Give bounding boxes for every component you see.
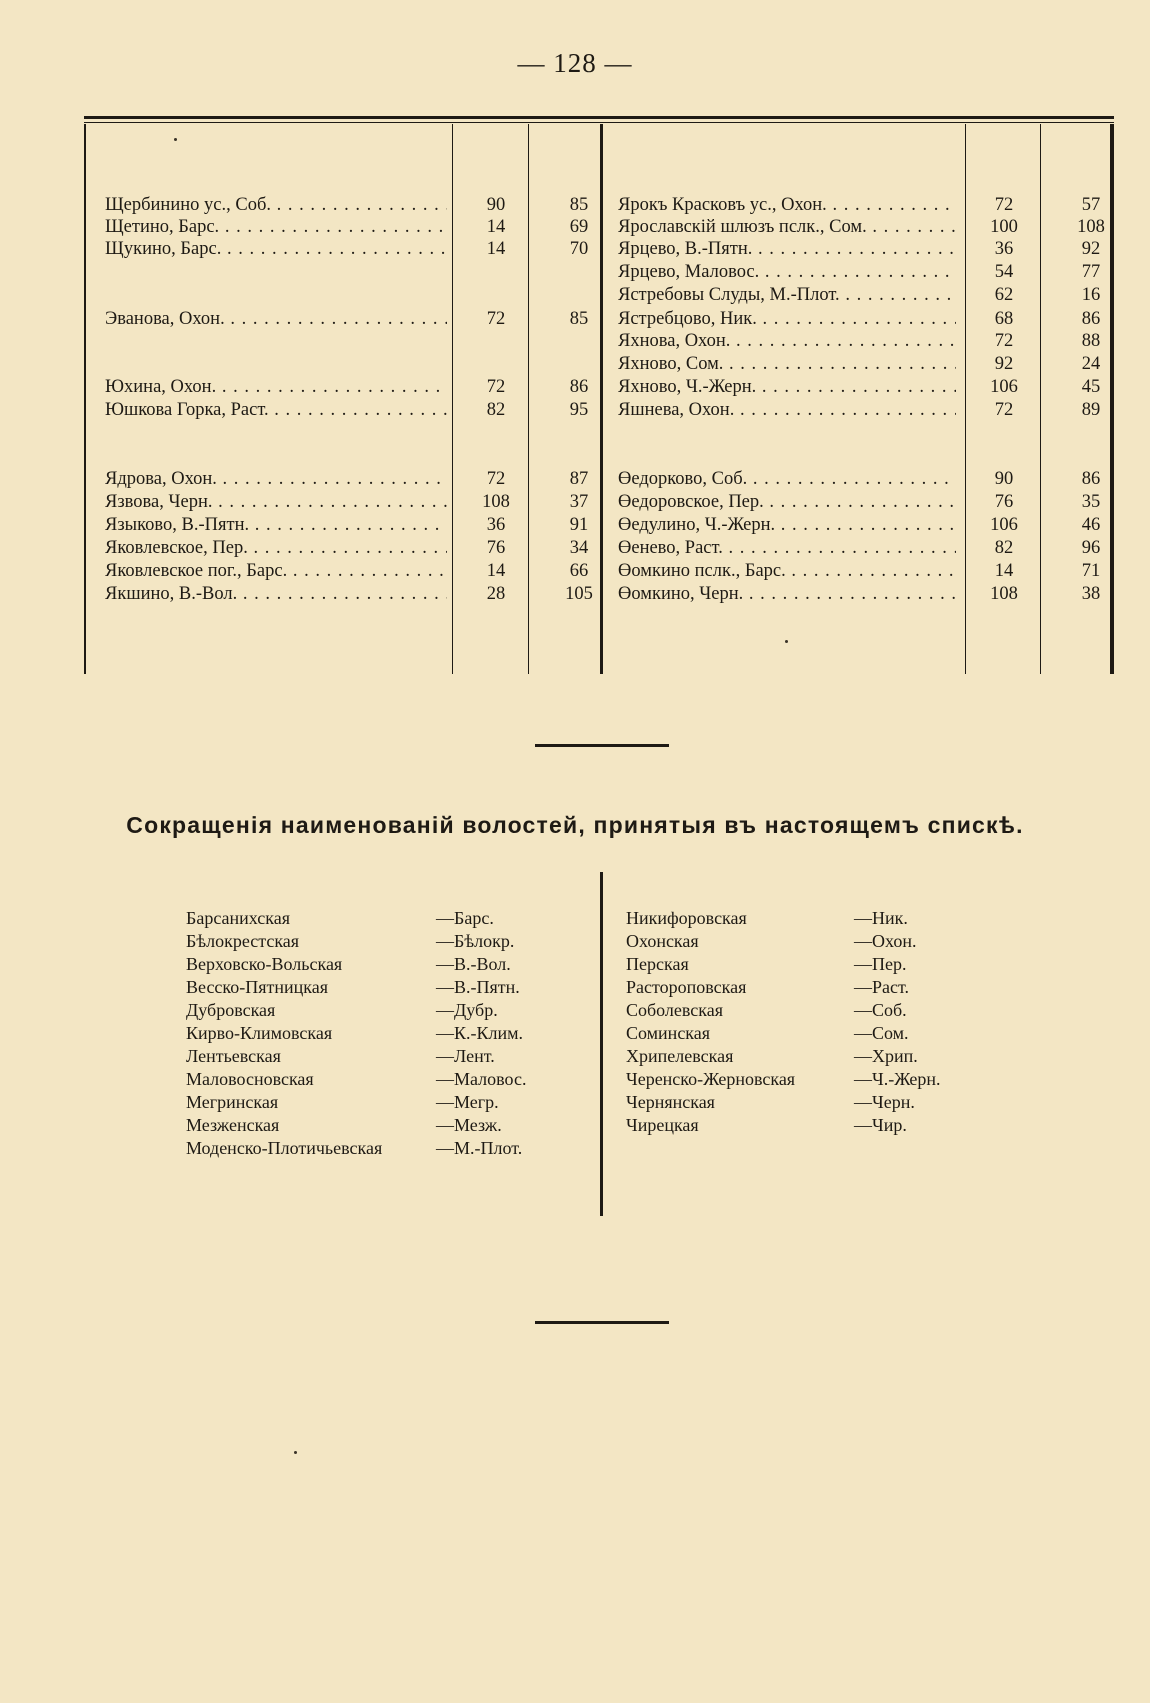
volost-full-name: Дубровская — [186, 1000, 276, 1020]
page-ref-2: 91 — [569, 515, 589, 535]
place-name: Языково, В.-Пятн. . . . — [105, 514, 447, 536]
abbreviation-row — [626, 999, 986, 1022]
list-item — [618, 308, 1128, 330]
abbreviation-row — [626, 953, 986, 976]
list-item — [618, 399, 1128, 421]
volost-full-name: Мезженская — [186, 1115, 280, 1135]
page-number: — 128 — — [517, 48, 633, 78]
volost-full-name: Барсанихская — [186, 908, 291, 928]
page-ref-2: 85 — [569, 309, 589, 329]
page-ref-2: 35 — [1081, 492, 1101, 512]
volost-abbreviation: —Барс. — [436, 908, 494, 928]
page-ref-1: 36 — [994, 239, 1014, 259]
abbreviation-row — [626, 976, 986, 999]
place-name: Өенево, Раст. . . . — [618, 537, 956, 559]
page-ref-1: 14 — [994, 561, 1014, 581]
abbreviation-row — [626, 1045, 986, 1068]
abbreviation-row — [186, 999, 586, 1022]
list-item — [618, 216, 1128, 238]
section-divider — [535, 744, 669, 747]
page-ref-1: 106 — [990, 515, 1018, 535]
place-name: Язвова, Черн. . . . — [105, 491, 447, 513]
list-item — [618, 514, 1128, 536]
volost-abbreviation: —Чир. — [854, 1115, 907, 1135]
place-name: Эванова, Охон. . . . — [105, 308, 447, 330]
page-ref-2: 24 — [1081, 354, 1101, 374]
volost-full-name: Чирецкая — [626, 1115, 699, 1135]
volost-abbreviation: —В.-Пятн. — [436, 977, 520, 997]
list-item — [105, 583, 617, 605]
page-ref-2: 96 — [1081, 538, 1101, 558]
list-item — [105, 376, 617, 398]
list-item — [618, 560, 1128, 582]
volost-abbreviation: —Мезж. — [436, 1115, 502, 1135]
abbreviations-heading: Сокращенія наименованій волостей, принятыя въ настоящемъ спискѣ. — [126, 812, 1024, 838]
page-ref-1: 54 — [994, 262, 1014, 282]
abbreviation-row — [626, 1114, 986, 1137]
abbreviation-row — [186, 1045, 586, 1068]
list-item — [618, 353, 1128, 375]
volost-abbreviation: —Ник. — [854, 908, 908, 928]
list-item — [618, 284, 1128, 306]
abbreviation-row — [186, 907, 586, 930]
page-ref-1: 28 — [486, 584, 506, 604]
place-name: Ярцево, Маловос. . . . — [618, 261, 956, 283]
place-name: Яковлевское пог., Барс. . . . — [105, 560, 447, 582]
print-speck — [174, 138, 177, 141]
page-ref-2: 34 — [569, 538, 589, 558]
list-item — [105, 537, 617, 559]
volost-full-name: Хрипелевская — [626, 1046, 734, 1066]
volost-full-name: Соболевская — [626, 1000, 724, 1020]
volost-abbreviation: —Сом. — [854, 1023, 909, 1043]
volost-abbreviation: —Пер. — [854, 954, 907, 974]
abbreviations-divider — [600, 872, 603, 1216]
place-name: Ярокъ Красковъ ус., Охон. . . . — [618, 194, 956, 216]
page-ref-2: 69 — [569, 217, 589, 237]
list-item — [105, 514, 617, 536]
page-ref-1: 72 — [486, 377, 506, 397]
place-name: Ястребцово, Ник. . . . — [618, 308, 956, 330]
page-ref-2: 66 — [569, 561, 589, 581]
place-name: Яхново, Сом. . . . — [618, 353, 956, 375]
place-name: Щукино, Барс. . . . — [105, 238, 447, 260]
abbreviation-row — [186, 953, 586, 976]
abbreviation-row — [626, 1068, 986, 1091]
place-name: Ястребовы Слуды, М.-Плот. . . . — [618, 284, 956, 306]
page-ref-1: 72 — [994, 331, 1014, 351]
abbreviation-row — [186, 930, 586, 953]
page-ref-2: 71 — [1081, 561, 1101, 581]
page-ref-2: 89 — [1081, 400, 1101, 420]
print-speck — [294, 1451, 297, 1454]
table-border-left — [84, 124, 86, 674]
page-ref-2: 70 — [569, 239, 589, 259]
list-item — [618, 238, 1128, 260]
place-name: Өедоровское, Пер. . . . — [618, 491, 956, 513]
page-ref-1: 92 — [994, 354, 1014, 374]
volost-full-name: Мегринская — [186, 1092, 279, 1112]
list-item — [105, 560, 617, 582]
page-ref-1: 14 — [486, 217, 506, 237]
volost-full-name: Кирво-Климовская — [186, 1023, 333, 1043]
page-ref-1: 14 — [486, 239, 506, 259]
volost-full-name: Чернянская — [626, 1092, 715, 1112]
abbreviation-row — [186, 1114, 586, 1137]
place-name: Ярцево, В.-Пятн. . . . — [618, 238, 956, 260]
volost-full-name: Соминская — [626, 1023, 711, 1043]
abbreviation-row — [626, 1022, 986, 1045]
volost-abbreviation: —Бѣлокр. — [436, 931, 515, 951]
volost-full-name: Верховско-Вольская — [186, 954, 343, 974]
page-ref-1: 82 — [994, 538, 1014, 558]
abbreviation-row — [626, 907, 986, 930]
volost-full-name: Черенско-Жерновская — [626, 1069, 796, 1089]
page-ref-2: 85 — [569, 195, 589, 215]
volost-abbreviation: —Черн. — [854, 1092, 915, 1112]
volost-abbreviation: —Маловос. — [436, 1069, 527, 1089]
page-ref-2: 87 — [569, 469, 589, 489]
list-item — [618, 491, 1128, 513]
volost-abbreviation: —Дубр. — [436, 1000, 498, 1020]
volost-full-name: Моденско-Плотичьевская — [186, 1138, 383, 1158]
page-ref-1: 14 — [486, 561, 506, 581]
place-name: Яковлевское, Пер. . . . — [105, 537, 447, 559]
abbreviation-row — [186, 976, 586, 999]
volost-abbreviation: —В.-Вол. — [436, 954, 511, 974]
list-item — [105, 194, 617, 216]
page-ref-1: 108 — [990, 584, 1018, 604]
list-item — [105, 468, 617, 490]
page-ref-1: 68 — [994, 309, 1014, 329]
page-ref-2: 95 — [569, 400, 589, 420]
page-ref-2: 37 — [569, 492, 589, 512]
page-ref-2: 86 — [1081, 309, 1101, 329]
volost-full-name: Охонская — [626, 931, 699, 951]
page-ref-1: 72 — [486, 469, 506, 489]
list-item — [618, 468, 1128, 490]
place-name: Яшнева, Охон. . . . — [618, 399, 956, 421]
list-item — [618, 376, 1128, 398]
page-ref-1: 72 — [994, 400, 1014, 420]
volost-full-name: Перская — [626, 954, 689, 974]
page-ref-2: 92 — [1081, 239, 1101, 259]
list-item — [105, 491, 617, 513]
list-item — [105, 308, 617, 330]
page-ref-1: 100 — [990, 217, 1018, 237]
volost-full-name: Бѣлокрестская — [186, 931, 300, 951]
abbreviation-row — [626, 1091, 986, 1114]
page-ref-1: 62 — [994, 285, 1014, 305]
volost-full-name: Маловосновская — [186, 1069, 314, 1089]
volost-full-name: Никифоровская — [626, 908, 747, 928]
volost-full-name: Растороповская — [626, 977, 747, 997]
page-ref-2: 88 — [1081, 331, 1101, 351]
list-item — [618, 194, 1128, 216]
page-ref-1: 108 — [482, 492, 510, 512]
print-speck — [785, 640, 788, 643]
volost-full-name: Весско-Пятницкая — [186, 977, 329, 997]
page-ref-2: 77 — [1081, 262, 1101, 282]
place-name: Яхнова, Охон. . . . — [618, 330, 956, 352]
page-ref-2: 105 — [565, 584, 593, 604]
page-ref-1: 82 — [486, 400, 506, 420]
place-name: Юшкова Горка, Раст. . . . — [105, 399, 447, 421]
place-name: Юхина, Охон. . . . — [105, 376, 447, 398]
page-ref-2: 57 — [1081, 195, 1101, 215]
list-item — [618, 330, 1128, 352]
volost-abbreviation: —М.-Плот. — [436, 1138, 523, 1158]
place-name: Өомкино, Черн. . . . — [618, 583, 956, 605]
page-ref-1: 76 — [486, 538, 506, 558]
place-name: Якшино, В.-Вол. . . . — [105, 583, 447, 605]
list-item — [105, 238, 617, 260]
list-item — [105, 399, 617, 421]
volost-abbreviation: —К.-Клим. — [436, 1023, 524, 1043]
page-ref-1: 90 — [994, 469, 1014, 489]
page-ref-1: 72 — [994, 195, 1014, 215]
list-item — [618, 537, 1128, 559]
place-name: Щербинино ус., Соб. . . . — [105, 194, 447, 216]
volost-abbreviation: —Соб. — [854, 1000, 907, 1020]
place-name: Яхново, Ч.-Жерн. . . . — [618, 376, 956, 398]
page-ref-1: 36 — [486, 515, 506, 535]
table-top-rule — [84, 116, 1114, 119]
place-name: Щетино, Барс. . . . — [105, 216, 447, 238]
abbreviation-row — [626, 930, 986, 953]
page-ref-1: 106 — [990, 377, 1018, 397]
volost-abbreviation: —Мегр. — [436, 1092, 499, 1112]
page-ref-2: 86 — [569, 377, 589, 397]
volost-abbreviation: —Лент. — [436, 1046, 495, 1066]
page-ref-1: 90 — [486, 195, 506, 215]
list-item — [618, 583, 1128, 605]
place-name: Ядрова, Охон. . . . — [105, 468, 447, 490]
page-ref-2: 86 — [1081, 469, 1101, 489]
page-ref-1: 72 — [486, 309, 506, 329]
volost-full-name: Лентьевская — [186, 1046, 281, 1066]
volost-abbreviation: —Хрип. — [854, 1046, 918, 1066]
page-ref-2: 108 — [1077, 217, 1105, 237]
page-ref-2: 16 — [1081, 285, 1101, 305]
page-ref-2: 38 — [1081, 584, 1101, 604]
abbreviation-row — [186, 1068, 586, 1091]
abbreviation-row — [186, 1091, 586, 1114]
list-item — [618, 261, 1128, 283]
list-item — [105, 216, 617, 238]
page-ref-2: 45 — [1081, 377, 1101, 397]
place-name: Өомкино пслк., Барс. . . . — [618, 560, 956, 582]
page-ref-1: 76 — [994, 492, 1014, 512]
place-name: Ярославскій шлюзъ пслк., Сом. . . . — [618, 216, 956, 238]
table-top-rule-thin — [84, 122, 1114, 123]
abbreviation-row — [186, 1022, 586, 1045]
page-ref-2: 46 — [1081, 515, 1101, 535]
volost-abbreviation: —Раст. — [854, 977, 910, 997]
place-name: Өедорково, Соб. . . . — [618, 468, 956, 490]
volost-abbreviation: —Охон. — [854, 931, 917, 951]
volost-abbreviation: —Ч.-Жерн. — [854, 1069, 941, 1089]
section-divider-bottom — [535, 1321, 669, 1324]
abbreviation-row — [186, 1137, 586, 1160]
place-name: Өедулино, Ч.-Жерн. . . . — [618, 514, 956, 536]
